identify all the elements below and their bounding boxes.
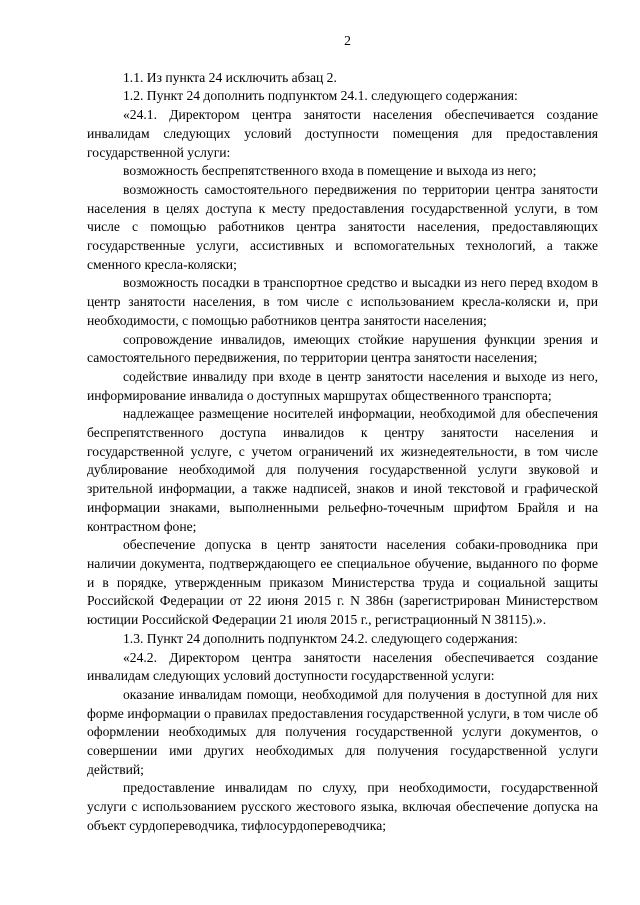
paragraph-1-3: 1.3. Пункт 24 дополнить подпунктом 24.2. следующего содержания:	[123, 630, 518, 646]
paragraph-transport-boarding: возможность посадки в транспортное средство и высадки из него перед входом в центр занятости населения, в том числе с использованием кресла-коляски и, при необходимости, с помощью работников центра занятости населения;	[87, 275, 598, 328]
paragraph-24-2-intro: «24.2. Директором центра занятости населения обеспечивается создание инвалидам следующих условий доступности государственной услуги:	[87, 649, 598, 684]
paragraph-1-1: 1.1. Из пункта 24 исключить абзац 2.	[123, 69, 337, 85]
page-number: 2	[344, 33, 351, 48]
paragraph-escort: сопровождение инвалидов, имеющих стойкие нарушения функции зрения и самостоятельного передвижения, по территории центра занятости населения;	[87, 331, 598, 366]
paragraph-sign-language: предоставление инвалидам по слуху, при необходимости, государственной услуги с использованием русского жестового языка, включая обеспечение допуска на объект сурдопереводчика, тифлосурдопереводчика;	[87, 780, 598, 833]
paragraph-information-placement: надлежащее размещение носителей информации, необходимой для обеспечения беспрепятственного доступа инвалидов к центру занятости населения и государственной услуге, с учетом ограничений их жизнедеятельности, в том числе дублирование необходимой для получения государственной услуги звуковой и зрительной информации, а также надписей, знаков и иной текстовой и графической информации знаками, выполненными рельефно-точечным шрифтом Брайля и на контрастном фоне;	[87, 406, 598, 534]
paragraph-help-information: оказание инвалидам помощи, необходимой для получения в доступной для них форме информации о правилах предоставления государственной услуги, в том числе об оформлении необходимых для получения государственной услуги документов, о совершении ими других необходимых для получения государственной услуги действий;	[87, 686, 598, 777]
paragraph-guide-dog: обеспечение допуска в центр занятости населения собаки-проводника при наличии документа, подтверждающего ее специальное обучение, выданного по форме и в порядке, утвержденным приказом Министерства труда и социальной защиты Российской Федерации от 22 июня 2015 г. N 386н (зарегистрирован Министерством юстиции Российской Федерации 21 июля 2015 г., регистрационный N 38115).».	[87, 537, 598, 628]
paragraph-assistance-entry: содействие инвалиду при входе в центр занятости населения и выходе из него, информирование инвалида о доступных маршрутах общественного транспорта;	[87, 368, 598, 403]
paragraph-1-2: 1.2. Пункт 24 дополнить подпунктом 24.1. следующего содержания:	[123, 88, 518, 104]
paragraph-entry-exit: возможность беспрепятственного входа в помещение и выхода из него;	[123, 163, 537, 179]
document-page	[87, 32, 598, 836]
paragraph-24-1-intro: «24.1. Директором центра занятости населения обеспечивается создание инвалидам следующих условий доступности помещения для предоставления государственной услуги:	[87, 107, 598, 160]
paragraph-movement: возможность самостоятельного передвижения по территории центра занятости населения в целях доступа к месту предоставления государственной услуги, в том числе с помощью работников центра занятости населения, предоставляющих государственные услуги, ассистивных и вспомогательных технологий, а также сменного кресла-коляски;	[87, 181, 598, 272]
